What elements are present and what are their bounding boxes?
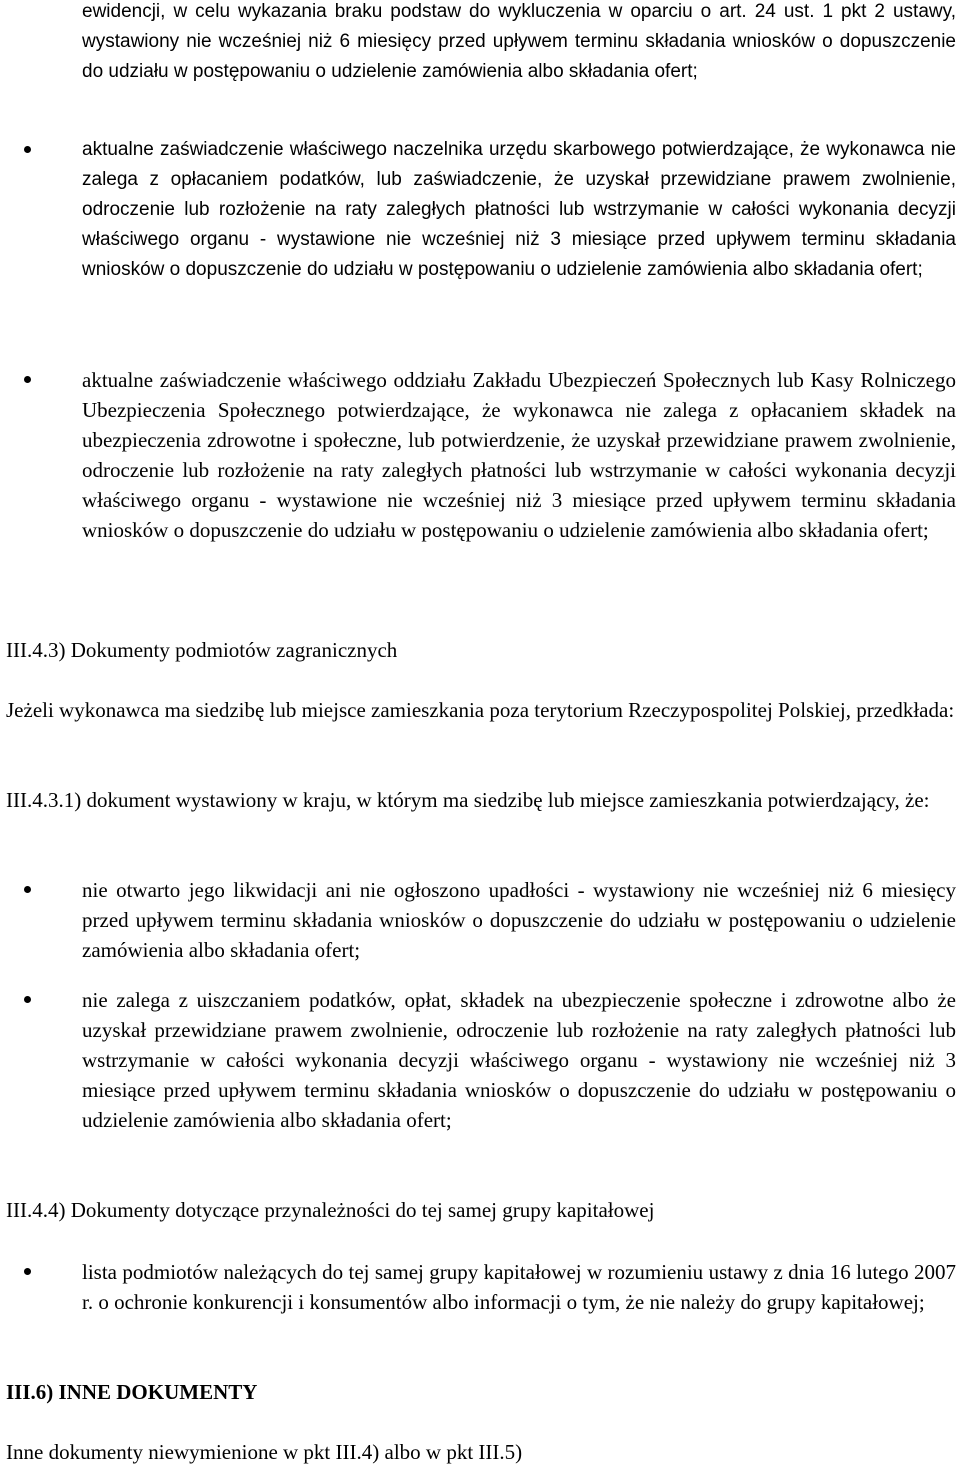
tax-arrears-item: nie zalega z uiszczaniem podatków, opłat, składek na ubezpieczenie społeczne i zdrowotne albo że uzyskał przewidziane prawem zwolnienie, odroczenie lub rozłożenie na raty zaległych płatności lub wstrzymanie w całości wykonania decyzji właściwego organu - wystawiony nie wcześniej niż 3 miesiące przed upływem terminu składania wniosków o dopuszczenie do udziału w postępowaniu o udzielenie zamówienia albo składania ofert; (82, 988, 956, 1132)
section-4-3-heading: III.4.3) Dokumenty podmiotów zagranicznych (6, 638, 398, 662)
zus-certificate-item: aktualne zaświadczenie właściwego oddziału Zakładu Ubezpieczeń Społecznych lub Kasy Rolniczego Ubezpieczenia Społecznego potwierdzające, że wykonawca nie zalega z opłacaniem składek na ubezpieczenia zdrowotne i społeczne, lub potwierdzenie, że uzyskał przewidziane prawem zwolnienie, odroczenie lub rozłożenie na raty zaległych płatności lub wstrzymanie w całości wykonania decyzji właściwego organu - wystawione nie wcześniej niż 3 miesiące przed upływem terminu składania wniosków o dopuszczenie do udziału w postępowaniu o udzielenie zamówienia albo składania ofert; (82, 368, 956, 542)
bullet-dot (24, 996, 31, 1003)
section-4-4-heading: III.4.4) Dokumenty dotyczące przynależności do tej samej grupy kapitałowej (6, 1198, 655, 1222)
liquidation-item: nie otwarto jego likwidacji ani nie ogłoszono upadłości - wystawiony nie wcześniej niż 6 miesięcy przed upływem terminu składania wniosków o dopuszczenie do udziału w postępowaniu o udzielenie zamówienia albo składania ofert; (82, 878, 956, 962)
bullet-dot (24, 376, 31, 383)
bullet-dot (24, 886, 31, 893)
tax-certificate-item: aktualne zaświadczenie właściwego naczelnika urzędu skarbowego potwierdzające, że wykonawca nie zalega z opłacaniem podatków, lub zaświadczenie, że uzyskał przewidziane prawem zwolnienie, odroczenie lub rozłożenie na raty zaległych płatności lub wstrzymanie w całości wykonania decyzji właściwego organu - wystawione nie wcześniej niż 3 miesiące przed upływem terminu składania wniosków o dopuszczenie do udziału w postępowaniu o udzielenie zamówienia albo składania ofert; (82, 139, 956, 280)
capital-group-item: lista podmiotów należących do tej samej grupy kapitałowej w rozumieniu ustawy z dnia 16 lutego 2007 r. o ochronie konkurencji i konsumentów albo informacji o tym, że nie należy do grupy kapitałowej; (82, 1260, 956, 1314)
section-6-text: Inne dokumenty niewymienione w pkt III.4) albo w pkt III.5) (6, 1440, 523, 1464)
bullet-dot (24, 146, 31, 153)
intro-paragraph: ewidencji, w celu wykazania braku podstaw do wykluczenia w oparciu o art. 24 ust. 1 pkt 2 ustawy, wystawiony nie wcześniej niż 6 miesięcy przed upływem terminu składania wniosków o dopuszczenie do udziału w postępowaniu o udzielenie zamówienia albo składania ofert; (82, 1, 956, 82)
bullet-dot (24, 1268, 31, 1275)
section-4-3-1-heading: III.4.3.1) dokument wystawiony w kraju, w którym ma siedzibę lub miejsce zamieszkania potwierdzający, że: (6, 788, 930, 812)
section-4-3-intro: Jeżeli wykonawca ma siedzibę lub miejsce zamieszkania poza terytorium Rzeczypospolitej Polskiej, przedkłada: (6, 698, 955, 722)
section-6-heading: III.6) INNE DOKUMENTY (6, 1380, 258, 1404)
